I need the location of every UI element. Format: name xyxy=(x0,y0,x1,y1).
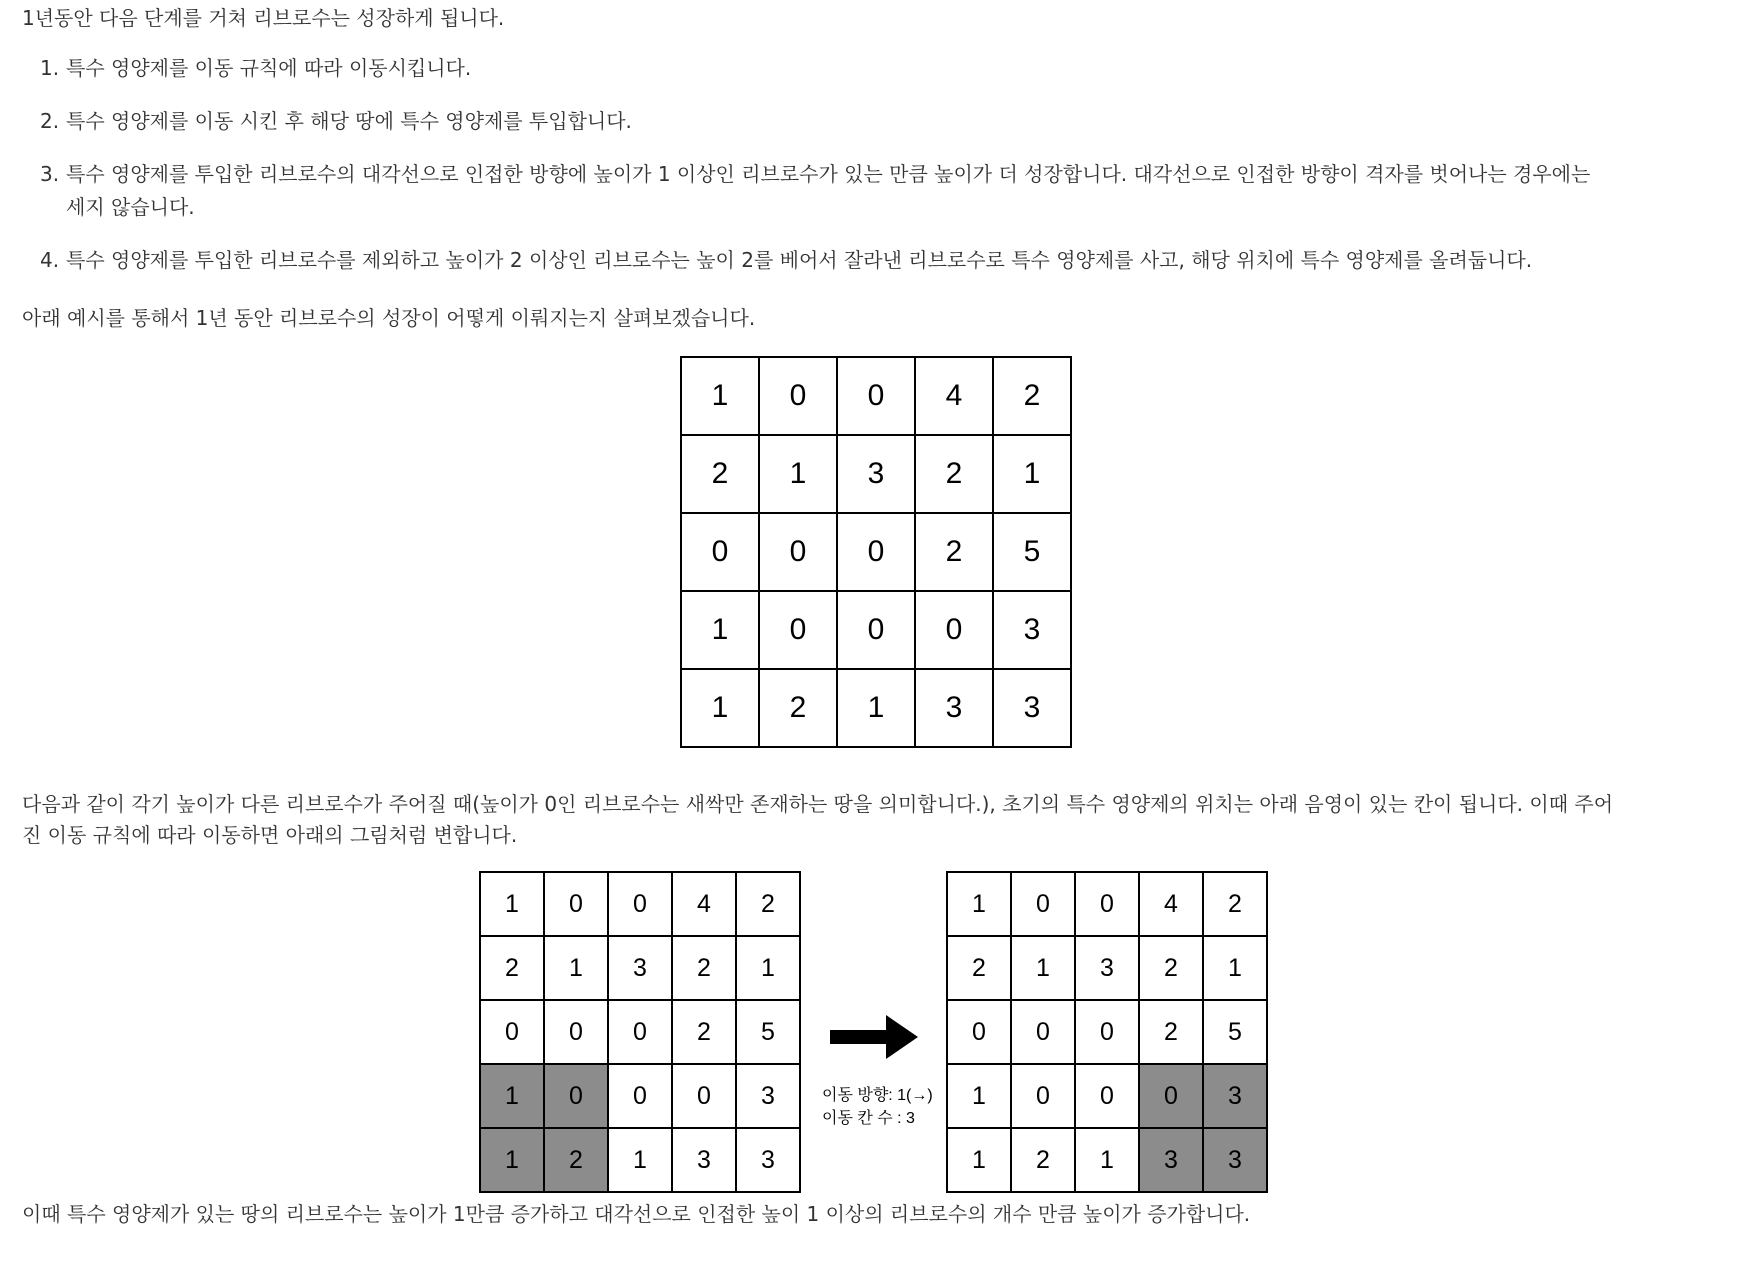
grid-cell: 1 xyxy=(759,435,837,513)
grid-row xyxy=(681,669,1071,747)
explanation-line-1: 다음과 같이 각기 높이가 다른 리브로수가 주어질 때(높이가 0인 리브로수는 새싹만 존재하는 땅을 의미합니다.), 초기의 특수 영양제의 위치는 아래 음영이 있는 칸이 됩니다. 이때 주어 xyxy=(22,792,1614,816)
grid-cell: 1 xyxy=(947,1128,1011,1192)
move-distance-text: 이동 칸 수 : 3 xyxy=(822,1110,915,1127)
right-arrow-icon xyxy=(830,1015,918,1059)
grid-cell: 3 xyxy=(1203,1064,1267,1128)
grid-cell: 1 xyxy=(947,1064,1011,1128)
grid-row xyxy=(480,936,800,1000)
grid-cell: 0 xyxy=(915,591,993,669)
grid-row xyxy=(681,357,1071,435)
grid-cell: 0 xyxy=(1011,872,1075,936)
grid-cell: 2 xyxy=(480,936,544,1000)
grid-cell: 2 xyxy=(1011,1128,1075,1192)
grid-cell: 2 xyxy=(993,357,1071,435)
move-direction-text: 이동 방향: 1(→) xyxy=(822,1087,933,1104)
grid-cell: 1 xyxy=(736,936,800,1000)
grid-cell: 4 xyxy=(915,357,993,435)
grid-cell: 0 xyxy=(480,1000,544,1064)
step-text: 특수 영양제를 투입한 리브로수의 대각선으로 인접한 방향에 높이가 1 이상인 리브로수가 있는 만큼 높이가 더 성장합니다. 대각선으로 인접한 방향이 격자를 벗어나는 경우에는 xyxy=(66,162,1591,186)
grid-cell: 2 xyxy=(672,936,736,1000)
conclusion-text: 이때 특수 영양제가 있는 땅의 리브로수는 높이가 1만큼 증가하고 대각선으로 인접한 높이 1 이상의 리브로수의 개수 만큼 높이가 증가합니다. xyxy=(22,1202,1251,1226)
grid-cell: 3 xyxy=(1139,1128,1203,1192)
step-text: 특수 영양제를 이동 시킨 후 해당 땅에 특수 영양제를 투입합니다. xyxy=(66,109,632,133)
grid-cell: 1 xyxy=(1075,1128,1139,1192)
grid-cell: 1 xyxy=(1203,936,1267,1000)
grid-cell: 1 xyxy=(480,872,544,936)
initial-grid xyxy=(680,356,1072,748)
grid-cell: 0 xyxy=(608,1000,672,1064)
step-number: 3. xyxy=(40,162,60,186)
grid-cell: 0 xyxy=(608,1064,672,1128)
step-item-4 xyxy=(40,244,1590,277)
grid-cell: 0 xyxy=(672,1064,736,1128)
grid-cell: 0 xyxy=(759,513,837,591)
grid-row xyxy=(947,1128,1267,1192)
grid-row xyxy=(480,1000,800,1064)
grid-cell: 0 xyxy=(759,357,837,435)
grid-cell: 2 xyxy=(736,872,800,936)
grid-row xyxy=(681,435,1071,513)
grid-cell: 0 xyxy=(837,591,915,669)
move-rule-label xyxy=(822,1084,933,1130)
grid-cell: 0 xyxy=(947,1000,1011,1064)
grid-cell: 3 xyxy=(1203,1128,1267,1192)
grid-cell: 3 xyxy=(736,1128,800,1192)
grid-cell: 1 xyxy=(480,1128,544,1192)
grid-cell: 0 xyxy=(1139,1064,1203,1128)
grid-cell: 3 xyxy=(993,669,1071,747)
grid-cell: 0 xyxy=(1075,1000,1139,1064)
grid-cell: 0 xyxy=(837,357,915,435)
step-number: 1. xyxy=(40,56,60,80)
grid-cell: 2 xyxy=(544,1128,608,1192)
step-text: 특수 영양제를 투입한 리브로수를 제외하고 높이가 2 이상인 리브로수는 높이 2를 베어서 잘라낸 리브로수로 특수 영양제를 사고, 해당 위치에 특수 영양제를 올려둡니다. xyxy=(66,248,1533,272)
grid-cell: 4 xyxy=(1139,872,1203,936)
step-number: 2. xyxy=(40,109,60,133)
grid-cell: 5 xyxy=(1203,1000,1267,1064)
grid-cell: 0 xyxy=(544,872,608,936)
grid-cell: 1 xyxy=(681,591,759,669)
step-item-2 xyxy=(40,105,1590,138)
grid-cell: 0 xyxy=(1075,872,1139,936)
grid-cell: 3 xyxy=(915,669,993,747)
grid-cell: 1 xyxy=(608,1128,672,1192)
grid-row xyxy=(947,1064,1267,1128)
grid-cell: 3 xyxy=(1075,936,1139,1000)
grid-cell: 1 xyxy=(947,872,1011,936)
grid-cell: 0 xyxy=(544,1064,608,1128)
grid-cell: 2 xyxy=(672,1000,736,1064)
example-intro-text: 아래 예시를 통해서 1년 동안 리브로수의 성장이 어떻게 이뤄지는지 살펴보겠습니다. xyxy=(22,306,756,330)
step-text: 특수 영양제를 이동 규칙에 따라 이동시킵니다. xyxy=(66,56,472,80)
grid-cell: 1 xyxy=(544,936,608,1000)
grid-row xyxy=(947,872,1267,936)
grid-cell: 3 xyxy=(837,435,915,513)
step-item-1 xyxy=(40,52,1590,85)
grid-after-move xyxy=(946,871,1268,1193)
grid-cell: 5 xyxy=(736,1000,800,1064)
grid-cell: 0 xyxy=(1011,1064,1075,1128)
grid-cell: 1 xyxy=(480,1064,544,1128)
step-item-3 xyxy=(40,158,1590,224)
grid-cell: 0 xyxy=(759,591,837,669)
intro-text: 1년동안 다음 단계를 거쳐 리브로수는 성장하게 됩니다. xyxy=(22,6,505,30)
grid-row xyxy=(480,1064,800,1128)
grid-row xyxy=(681,591,1071,669)
grid-before-move xyxy=(479,871,801,1193)
grid-cell: 3 xyxy=(672,1128,736,1192)
grid-cell: 3 xyxy=(993,591,1071,669)
grid-cell: 3 xyxy=(736,1064,800,1128)
grid-cell: 0 xyxy=(1011,1000,1075,1064)
growth-steps-list xyxy=(40,52,1590,297)
grid-cell: 0 xyxy=(544,1000,608,1064)
grid-cell: 1 xyxy=(837,669,915,747)
grid-row xyxy=(480,872,800,936)
grid-cell: 4 xyxy=(672,872,736,936)
grid-row xyxy=(947,936,1267,1000)
grid-cell: 5 xyxy=(993,513,1071,591)
grid-row xyxy=(947,1000,1267,1064)
grid-cell: 2 xyxy=(759,669,837,747)
grid-cell: 2 xyxy=(915,513,993,591)
grid-row xyxy=(681,513,1071,591)
step-text-continued: 세지 않습니다. xyxy=(66,195,195,219)
step-number: 4. xyxy=(40,248,60,272)
explanation-line-2: 진 이동 규칙에 따라 이동하면 아래의 그림처럼 변합니다. xyxy=(22,823,518,847)
grid-cell: 2 xyxy=(1139,1000,1203,1064)
grid-cell: 3 xyxy=(608,936,672,1000)
grid-cell: 0 xyxy=(1075,1064,1139,1128)
grid-cell: 1 xyxy=(681,357,759,435)
grid-cell: 0 xyxy=(608,872,672,936)
grid-cell: 0 xyxy=(681,513,759,591)
grid-row xyxy=(480,1128,800,1192)
grid-cell: 2 xyxy=(915,435,993,513)
grid-cell: 2 xyxy=(1203,872,1267,936)
grid-cell: 1 xyxy=(993,435,1071,513)
grid-cell: 0 xyxy=(837,513,915,591)
grid-cell: 1 xyxy=(1011,936,1075,1000)
grid-cell: 1 xyxy=(681,669,759,747)
grid-cell: 2 xyxy=(1139,936,1203,1000)
grid-cell: 2 xyxy=(947,936,1011,1000)
grid-cell: 2 xyxy=(681,435,759,513)
